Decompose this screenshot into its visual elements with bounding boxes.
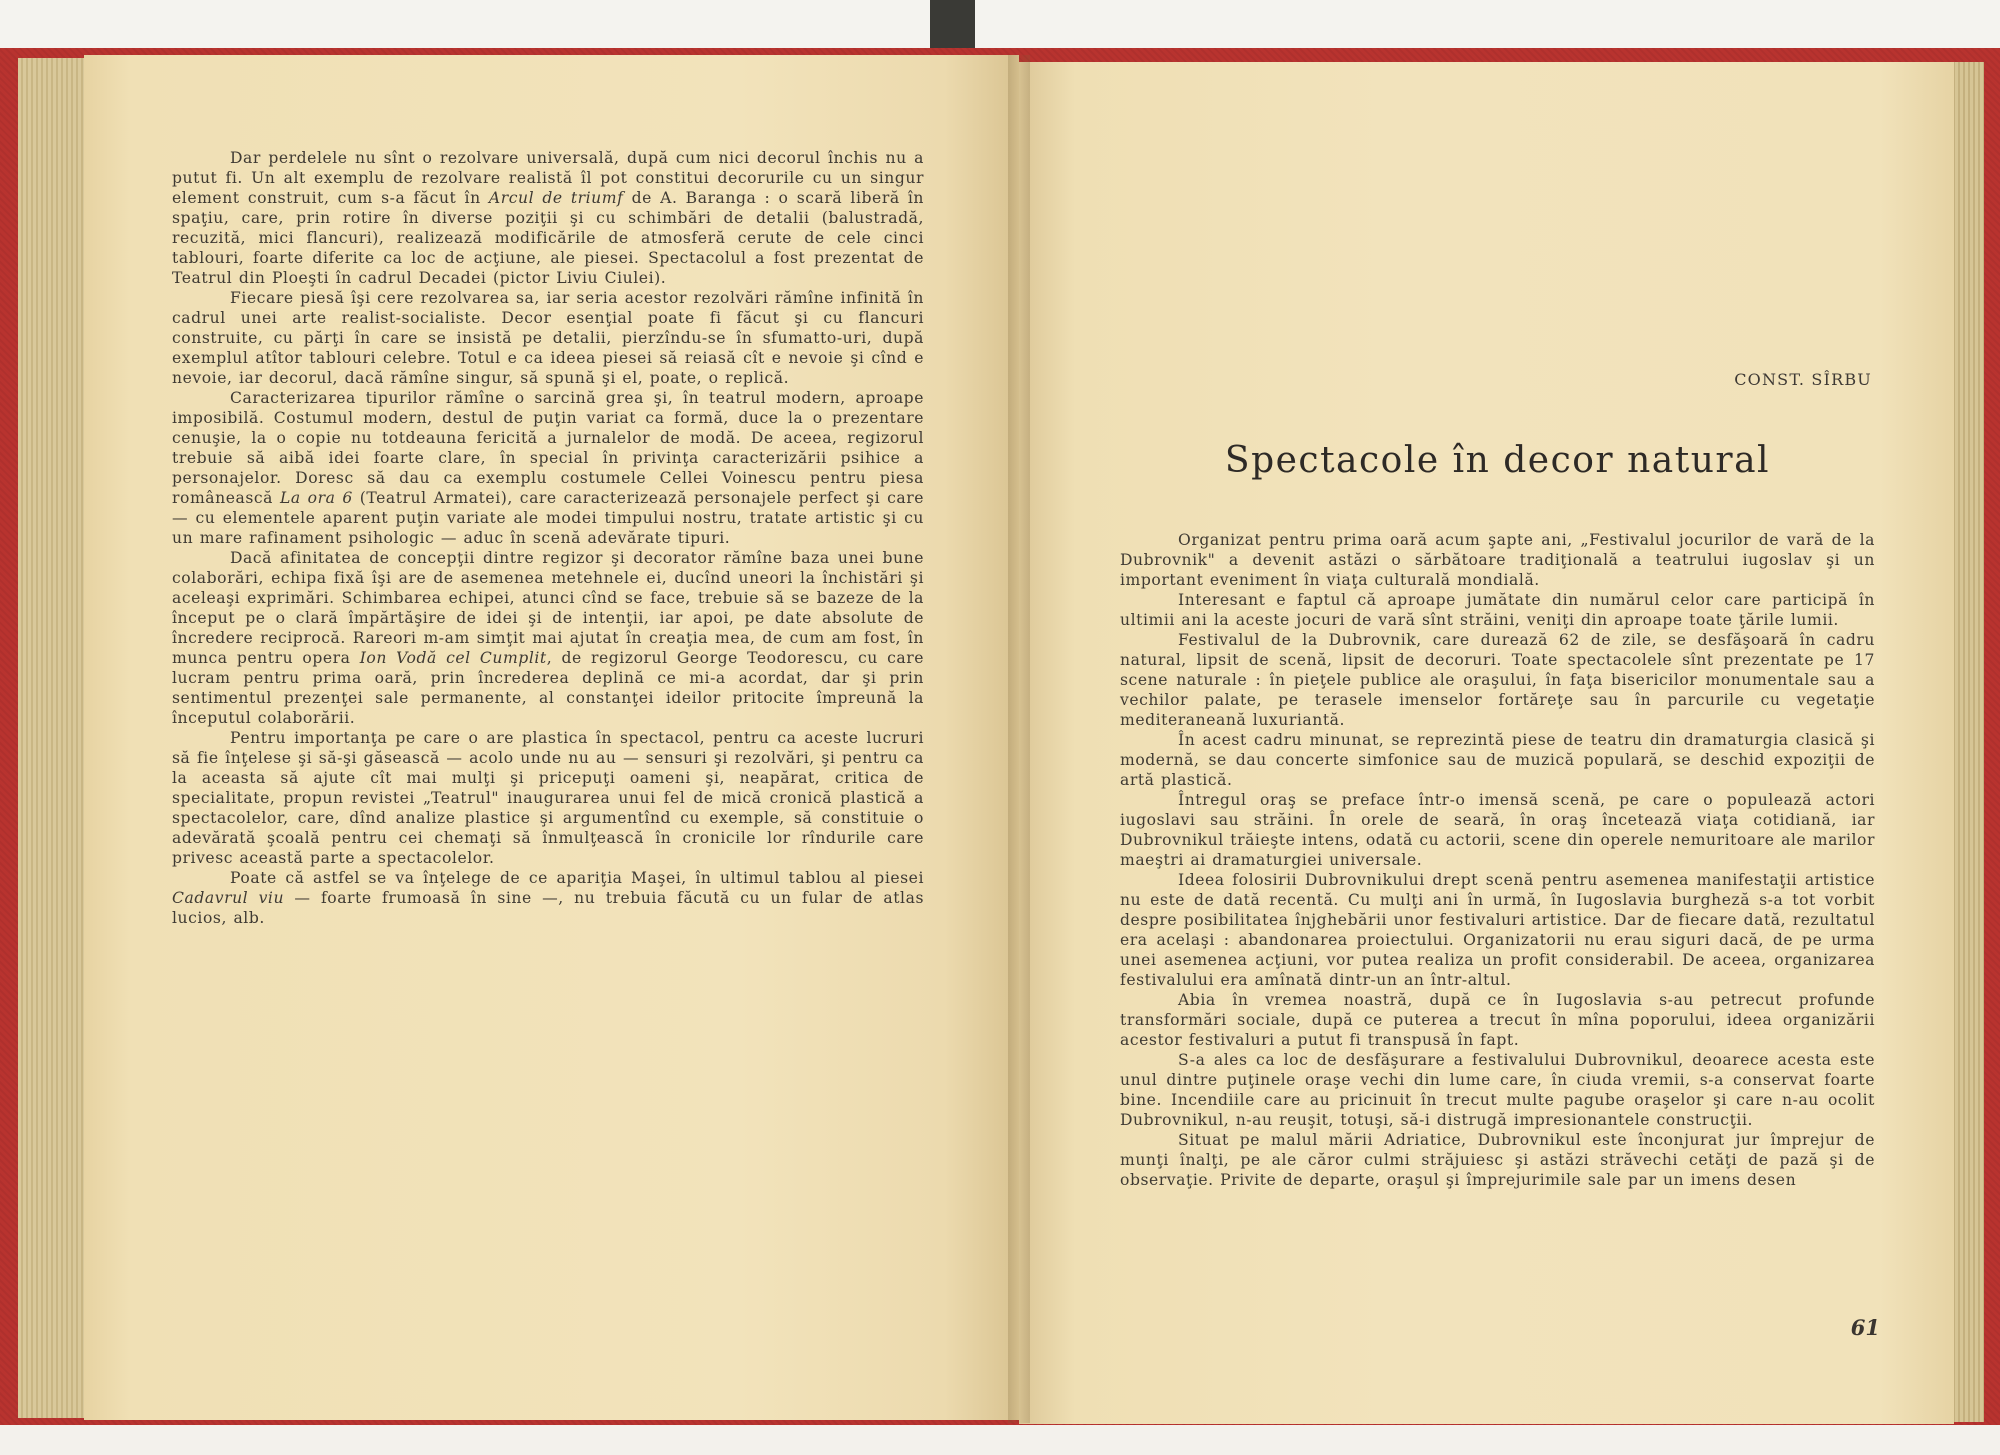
- paragraph: Întregul oraş se preface într-o imensă scenă, pe care o populează actori iugoslavi sau străini. În orele de seară, în oraş încetează viaţa cotidiană, iar Dubrovnikul trăieşte intens, odată cu actorii, scene din operele nemuritoare ale marilor maeştri ai dramaturgiei universale.: [1120, 791, 1875, 869]
- scan-background-top: [0, 0, 2000, 50]
- page-number: 61: [1850, 1315, 1880, 1340]
- left-page-text: [172, 148, 924, 928]
- paragraph: Poate că astfel se va înţelege de ce apariţia Maşei, în ultimul tablou al piesei Cadavrul viu — foarte frumoasă în sine —, nu trebuia făcută cu un fular de atlas lucios, alb.: [172, 869, 924, 927]
- scan-background-bottom: [0, 1425, 2000, 1455]
- paragraph: S-a ales ca loc de desfăşurare a festivalului Dubrovnikul, deoarece acesta este unul dintre puţinele oraşe vechi din lume care, în ciuda vremii, s-a conservat foarte bine. Incendiile care au pricinuit în trecut multe pagube oraşelor şi care n-au ocolit Dubrovnikul, n-au reuşit, totuşi, să-i distrugă impresionantele construcţii.: [1120, 1051, 1875, 1129]
- paragraph: Pentru importanţa pe care o are plastica în spectacol, pentru ca aceste lucruri să fie înţelese şi să-şi găsească — acolo unde nu au — sensuri şi rezolvări, şi pentru ca la aceasta să ajute cît mai mulţi şi pricepuţi oameni şi, neapărat, critica de specialitate, propun revistei „Teatrul" inaugurarea unui fel de mică cronică plastică a spectacolelor, care, dînd analize plastice şi argumentînd cu exemple, să constituie o adevărată şcoală pentru cei chemaţi să înmulţească în cronicile lor rîndurile care privesc această parte a spectacolelor.: [172, 729, 924, 867]
- page-edges-right: [1950, 62, 1984, 1422]
- article-author: CONST. SÎRBU: [1734, 370, 1872, 389]
- paragraph: Situat pe malul mării Adriatice, Dubrovnikul este înconjurat jur împrejur de munţi înalţi, pe ale căror culmi străjuiesc şi astăzi străvechi cetăţi de pază şi de observaţie. Privite de departe, oraşul şi împrejurimile sale par un imens desen: [1120, 1131, 1875, 1189]
- paragraph: Interesant e faptul că aproape jumătate din numărul celor care participă în ultimii ani la aceste jocuri de vară sînt străini, veniţi din aproape toate ţările lumii.: [1120, 591, 1875, 629]
- italic-title: Ion Vodă cel Cumplit: [359, 649, 547, 667]
- paragraph: Dar perdelele nu sînt o rezolvare universală, după cum nici decorul închis nu a putut fi. Un alt exemplu de rezolvare realistă îl pot constitui decorurile cu un singur element construit, cum s-a făcut în Arcul de triumf de A. Baranga : o scară liberă în spaţiu, care, prin rotire în diverse poziţii şi cu schimbări de detalii (balustradă, recuzită, mici flancuri), realizează modificările de atmosferă cerute de cele cinci tablouri, foarte diferite ca loc de acţiune, ale piesei. Spectacolul a fost prezentat de Teatrul din Ploeşti în cadrul Decadei (pictor Liviu Ciulei).: [172, 149, 924, 287]
- paragraph: Organizat pentru prima oară acum şapte ani, „Festivalul jocurilor de vară de la Dubrovnik" a devenit astăzi o sărbătoare tradiţională a teatrului iugoslav şi un important eveniment în viaţa culturală mondială.: [1120, 531, 1875, 589]
- italic-title: Cadavrul viu: [172, 889, 285, 907]
- italic-title: Arcul de triumf: [488, 189, 624, 207]
- paragraph: Festivalul de la Dubrovnik, care durează 62 de zile, se desfăşoară în cadru natural, lipsit de scenă, lipsit de decoruri. Toate spectacolele sînt prezentate pe 17 scene naturale : în pieţele publice ale oraşului, în faţa bisericilor monumentale sau a vechilor palate, pe terasele imenselor fortăreţe sau în parcurile cu vegetaţie mediteraneană luxuriantă.: [1120, 631, 1875, 729]
- paragraph: Fiecare piesă îşi cere rezolvarea sa, iar seria acestor rezolvări rămîne infinită în cadrul unei arte realist-socialiste. Decor esenţial poate fi făcut şi cu flancuri construite, cu părţi în care se insistă pe detalii, pierzîndu-se în sfumatto-uri, după exemplul atîtor tablouri celebre. Totul e ca ideea piesei să reiasă cît e nevoie şi cînd e nevoie, iar decorul, dacă rămîne singur, să spună şi el, poate, o replică.: [172, 289, 924, 387]
- right-page-text: [1120, 530, 1875, 1190]
- article-title: Spectacole în decor natural: [1224, 440, 1771, 481]
- paragraph: În acest cadru minunat, se reprezintă piese de teatru din dramaturgia clasică şi modernă, se dau concerte simfonice sau de muzică populară, se deschid expoziţii de artă plastică.: [1120, 731, 1875, 789]
- scanner-clip: [930, 0, 975, 50]
- book-gutter: [1008, 55, 1030, 1423]
- paragraph: Abia în vremea noastră, după ce în Iugoslavia s-au petrecut profunde transformări sociale, după ce puterea a trecut în mîna poporului, ideea organizării acestor festivaluri a putut fi transpusă în fapt.: [1120, 991, 1875, 1049]
- paragraph: Ideea folosirii Dubrovnikului drept scenă pentru asemenea manifestaţii artistice nu este de dată recentă. Cu mulţi ani în urmă, în Iugoslavia burgheză s-a tot vorbit despre posibilitatea înjghebării unor festivaluri artistice. Dar de fiecare dată, rezultatul era acelaşi : abandonarea proiectului. Organizatorii nu erau siguri dacă, de pe urma unei asemenea acţiuni, vor putea realiza un profit considerabil. De aceea, organizarea festivalului era amînată dintr-un an într-altul.: [1120, 871, 1875, 989]
- italic-title: La ora 6: [279, 489, 353, 507]
- paragraph: Caracterizarea tipurilor rămîne o sarcină grea şi, în teatrul modern, aproape imposibilă. Costumul modern, destul de puţin variat ca formă, duce la o prezentare cenuşie, la o copie nu totdeauna fericită a jurnalelor de modă. De aceea, regizorul trebuie să aibă idei foarte clare, în special în privinţa caracterizării psihice a personajelor. Doresc să dau ca exemplu costumele Cellei Voinescu pentru piesa românească La ora 6 (Teatrul Armatei), care caracterizează personajele perfect şi care — cu elementele aparent puţin variate ale modei timpului nostru, tratate artistic şi cu un mare rafinament psihologic — aduc în scenă adevărate tipuri.: [172, 389, 924, 547]
- paragraph: Dacă afinitatea de concepţii dintre regizor şi decorator rămîne baza unei bune colaborări, echipa fixă îşi are de asemenea metehnele ei, ducînd uneori la închistări şi aceleaşi exprimări. Schimbarea echipei, atunci cînd se face, trebuie să se bazeze de la început pe o clară împărtăşire de idei şi de intenţii, iar apoi, pe date absolute de încredere reciprocă. Rareori m-am simţit mai ajutat în creaţia mea, de cum am fost, în munca pentru opera Ion Vodă cel Cumplit, de regizorul George Teodorescu, cu care lucram pentru prima oară, prin încrederea deplină ce mi-a acordat, dar şi prin sentimentul prezenţei sale permanente, al constanţei ideilor pritocite împreună la începutul colaborării.: [172, 549, 924, 727]
